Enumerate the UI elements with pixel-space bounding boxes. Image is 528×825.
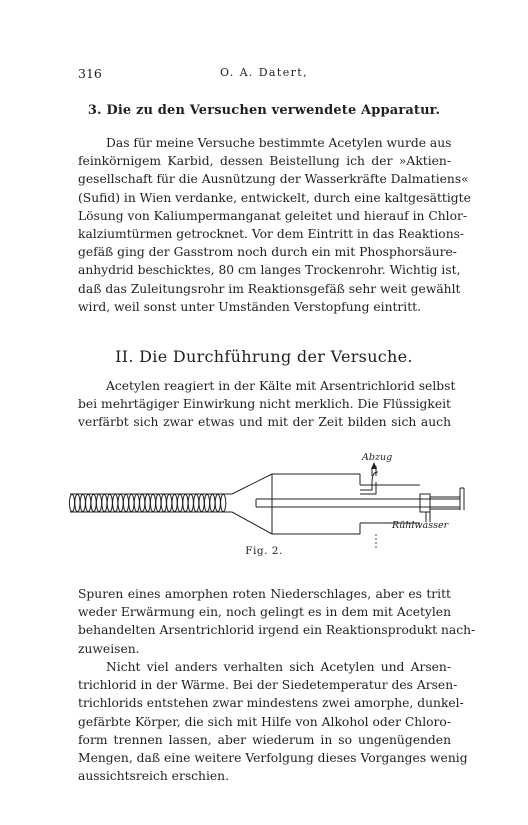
coil-loop — [134, 494, 139, 511]
paragraph-apparatus — [78, 134, 471, 316]
label-cooling-water: Rühlwasser — [392, 520, 449, 531]
page-number: 316 — [78, 66, 102, 81]
coil-loop — [86, 494, 91, 511]
text-line: trichlorid in der Wärme. Bei der Siedetemperatur des Arsen- — [78, 678, 458, 693]
coil-loop — [172, 494, 177, 511]
text-line: Lösung von Kaliumpermanganat geleitet und hierauf in Chlor- — [78, 208, 468, 223]
page-header — [78, 66, 450, 84]
paragraph-cold-reaction — [78, 377, 456, 432]
text-line: trichlorids entstehen zwar mindestens zwei amorphe, dunkel- — [78, 696, 464, 711]
coil-loop — [188, 494, 193, 511]
coil-loop — [96, 494, 101, 511]
coil-loop — [204, 494, 209, 511]
coil-loop — [80, 494, 85, 511]
coil-loop — [140, 494, 145, 511]
coil-loop — [150, 494, 155, 511]
chapter-heading: II. Die Durchführung der Versuche. — [115, 347, 413, 366]
text-line: (Sufid) in Wien verdanke, entwickelt, durch eine kaltgesättigte — [78, 190, 471, 205]
coil-loop — [156, 494, 161, 511]
apparatus-figure — [60, 450, 480, 558]
coil-loop — [102, 494, 107, 511]
coil-loop — [167, 494, 172, 511]
coil-loop — [177, 494, 182, 511]
coil-loop — [91, 494, 96, 511]
coil-loop — [221, 494, 226, 511]
text-line: aussichtsreich erschien. — [78, 769, 229, 784]
water-connector — [420, 488, 464, 522]
text-line: Das für meine Versuche bestimmte Acetylen wurde aus — [106, 136, 452, 150]
coil-loop — [210, 494, 215, 511]
text-line: weder Erwärmung ein, noch gelingt es in dem mit Acetylen — [78, 605, 451, 620]
text-line: form trennen lassen, aber wiederum in so ungenügenden — [78, 732, 451, 747]
text-line: zuweisen. — [78, 641, 140, 656]
text-line: Spuren eines amorphen roten Niederschlages, aber es tritt — [78, 587, 451, 601]
paragraph-warm-reaction — [78, 658, 468, 785]
coil-loop — [145, 494, 150, 511]
text-line: Mengen, daß eine weitere Verfolgung dieses Vorganges wenig — [78, 750, 468, 765]
text-line: kalziumtürmen getrocknet. Vor dem Eintritt in das Reaktions- — [78, 226, 465, 241]
coil-loop — [194, 494, 199, 511]
coil-loop — [69, 494, 74, 511]
coil-loop — [215, 494, 220, 511]
figure-caption: Fig. 2. — [245, 545, 283, 557]
exhaust-pipe — [360, 462, 378, 494]
apparatus-diagram — [60, 450, 480, 558]
coil-loop — [161, 494, 166, 511]
coil-loop — [107, 494, 112, 511]
running-head: O. A. Datert, — [220, 66, 308, 79]
coil-loop — [75, 494, 80, 511]
condenser-coil — [69, 494, 232, 512]
reaction-vessel — [272, 474, 360, 534]
coil-loop — [183, 494, 188, 511]
coil-loop — [118, 494, 123, 511]
text-line: gefärbte Körper, die sich mit Hilfe von Alkohol oder Chloro- — [78, 714, 451, 729]
text-line: gefäß ging der Gasstrom noch durch ein mit Phosphorsäure- — [78, 245, 457, 260]
flask-neck — [232, 474, 272, 534]
section-heading: 3. Die zu den Versuchen verwendete Apparatur. — [87, 103, 441, 118]
text-line: bei mehrtägiger Einwirkung nicht merklich. Die Flüssigkeit — [78, 397, 451, 412]
text-line: wird, weil sonst unter Umständen Verstopfung eintritt. — [78, 299, 422, 314]
text-line: anhydrid beschicktes, 80 cm langes Trockenrohr. Wichtig ist, — [78, 263, 461, 278]
text-line: gesellschaft für die Ausnützung der Wasserkräfte Dalmatiens« — [78, 172, 469, 187]
label-exhaust: Abzug — [362, 452, 393, 463]
paragraph-precipitate — [78, 585, 476, 658]
coil-loop — [123, 494, 128, 511]
text-line: Nicht viel anders verhalten sich Acetylen und Arsen- — [106, 660, 451, 674]
text-line: behandelten Arsentrichlorid irgend ein Reaktionsprodukt nach- — [78, 623, 476, 638]
text-line: Acetylen reagiert in der Kälte mit Arsentrichlorid selbst — [106, 379, 456, 393]
text-line: daß das Zuleitungsrohr im Reaktionsgefäß sehr weit gewählt — [78, 281, 461, 296]
coil-loop — [113, 494, 118, 511]
inner-tube — [256, 485, 460, 523]
text-line: feinkörnigem Karbid, dessen Beistellung ich der »Aktien- — [78, 154, 451, 169]
coil-loop — [129, 494, 134, 511]
coil-loop — [199, 494, 204, 511]
text-line: verfärbt sich zwar etwas und mit der Zeit bilden sich auch — [78, 415, 451, 430]
